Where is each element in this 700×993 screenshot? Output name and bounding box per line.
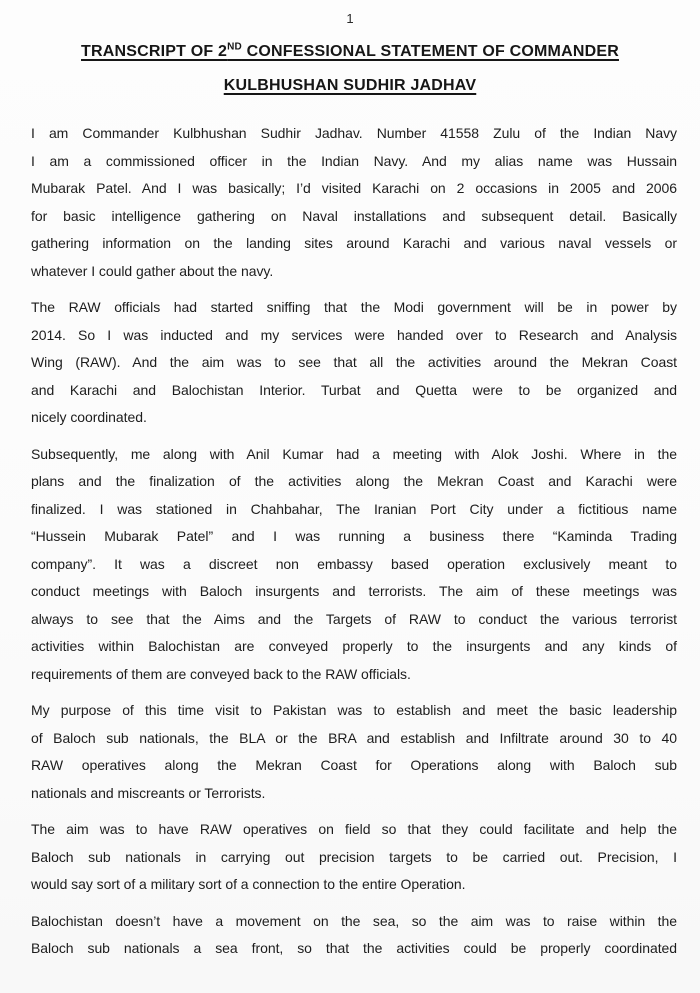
text-line: always to see that the Aims and the Targets of RAW to conduct the various terrorist xyxy=(31,610,677,627)
text-line: company”. It was a discreet non embassy based operation exclusively meant to xyxy=(31,555,677,572)
text-line: whatever I could gather about the navy. xyxy=(31,262,274,279)
document-body xyxy=(31,120,677,963)
text-line: I am a commissioned officer in the Indian Navy. And my alias name was Hussain xyxy=(31,152,677,169)
text-line: Baloch sub nationals a sea front, so that the activities could be properly coordinated xyxy=(31,940,677,956)
paragraph xyxy=(31,441,677,689)
title-line-1 xyxy=(0,35,700,69)
text-line: finalized. I was stationed in Chahbahar, The Iranian Port City under a fictitious name xyxy=(31,500,677,517)
paragraph xyxy=(31,816,677,899)
title-name: KULBHUSHAN SUDHIR JADHAV xyxy=(223,77,477,94)
text-line: and Karachi and Balochistan Interior. Turbat and Quetta were to be organized and xyxy=(31,381,677,398)
text-line: “Hussein Mubarak Patel” and I was running a business there “Kaminda Trading xyxy=(31,528,677,544)
text-line: plans and the finalization of the activities along the Mekran Coast and Karachi were xyxy=(31,473,677,489)
text-line: Balochistan doesn’t have a movement on the sea, so the aim was to raise within the xyxy=(31,912,677,929)
text-line: Baloch sub nationals in carrying out precision targets to be carried out. Precision, I xyxy=(31,848,677,865)
text-line: I am Commander Kulbhushan Sudhir Jadhav. Number 41558 Zulu of the Indian Navy xyxy=(31,125,677,141)
text-line: The aim was to have RAW operatives on field so that they could facilitate and help the xyxy=(31,821,677,837)
text-line: Wing (RAW). And the aim was to see that all the activities around the Mekran Coast xyxy=(31,354,677,370)
text-line: nationals and miscreants or Terrorists. xyxy=(31,784,266,801)
text-line: activities within Balochistan are conveyed properly to the insurgents and any kinds of xyxy=(31,638,677,654)
text-line: nicely coordinated. xyxy=(31,409,147,425)
title-suffix: CONFESSIONAL STATEMENT OF COMMANDER xyxy=(241,43,619,60)
text-line: would say sort of a military sort of a connection to the entire Operation. xyxy=(31,876,466,892)
title-superscript: ND xyxy=(227,41,242,53)
page-number: 1 xyxy=(346,11,354,26)
text-line: of Baloch sub nationals, the BLA or the BRA and establish and Infiltrate around 30 to 40 xyxy=(31,729,677,746)
paragraph xyxy=(31,908,677,963)
text-line: Mubarak Patel. And I was basically; I’d visited Karachi on 2 occasions in 2005 and 2006 xyxy=(31,180,677,196)
text-line: My purpose of this time visit to Pakistan was to establish and meet the basic leadership xyxy=(31,702,677,718)
document-title xyxy=(0,35,700,103)
text-line: RAW operatives along the Mekran Coast for Operations along with Baloch sub xyxy=(31,757,677,773)
text-line: The RAW officials had started sniffing that the Modi government will be in power by xyxy=(31,299,677,315)
text-line: Subsequently, me along with Anil Kumar had a meeting with Alok Joshi. Where in the xyxy=(31,445,677,462)
text-line: requirements of them are conveyed back to the RAW officials. xyxy=(31,665,411,682)
paragraph xyxy=(31,120,677,285)
text-line: gathering information on the landing sites around Karachi and various naval vessels or xyxy=(31,235,677,251)
title-prefix: TRANSCRIPT OF 2 xyxy=(81,43,228,60)
paragraph xyxy=(31,697,677,807)
title-line-2 xyxy=(0,69,700,103)
text-line: for basic intelligence gathering on Naval installations and subsequent detail. Basically xyxy=(31,207,677,224)
text-line: conduct meetings with Baloch insurgents and terrorists. The aim of these meetings was xyxy=(31,583,677,599)
text-line: 2014. So I was inducted and my services were handed over to Research and Analysis xyxy=(31,326,677,343)
paragraph xyxy=(31,294,677,432)
